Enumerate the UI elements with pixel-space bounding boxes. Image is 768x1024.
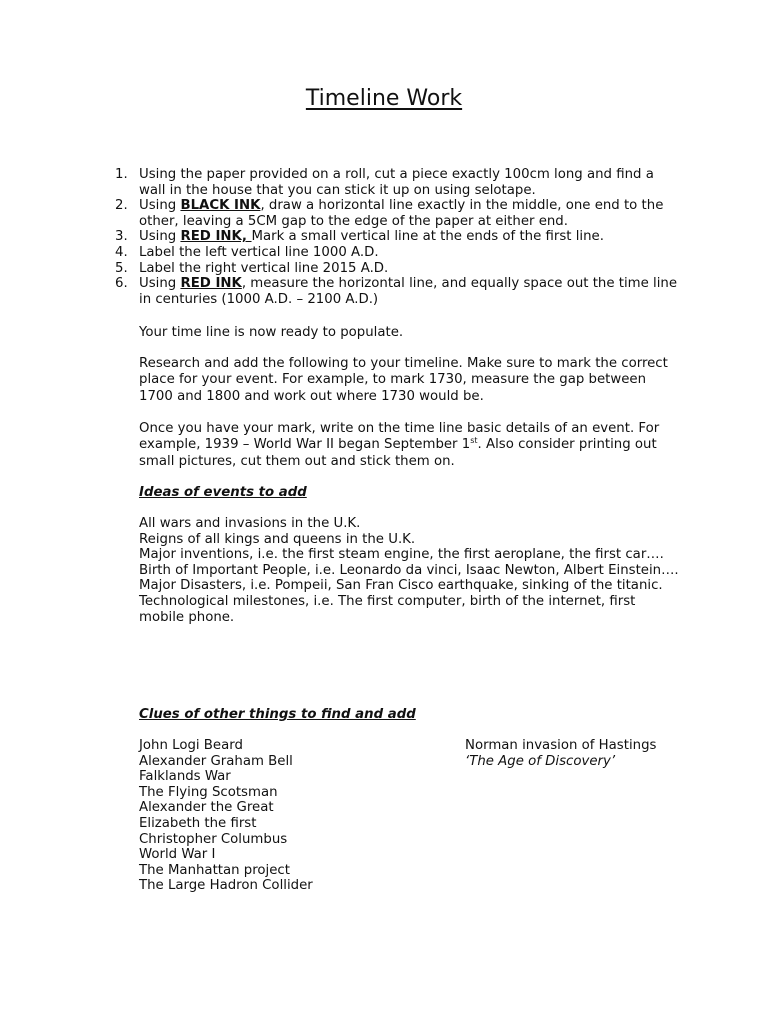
instruction-text: Mark a small vertical line at the ends of the first line. [251,229,604,245]
mark-paragraph [139,421,679,470]
instruction-text: Using [139,198,181,214]
clue-item: Alexander the Great [139,800,274,816]
instructions-list [115,167,679,307]
clue-item: Christopher Columbus [139,831,288,847]
instruction-number: 2. [115,198,128,214]
instruction-text: Using [139,229,181,245]
instruction-item [115,244,679,261]
clue-item: Falklands War [139,769,231,785]
clue-item: The Large Hadron Collider [139,878,313,894]
clue-item: The Manhattan project [139,862,290,878]
instruction-text: Using the paper provided on a roll, cut a piece exactly 100cm long and find a wall in the house that you can stick it up on using selotape. [139,167,654,198]
instruction-item [115,229,679,245]
instruction-item [115,260,679,277]
instruction-number: 6. [115,276,128,292]
clue-item: John Logi Beard [139,738,243,753]
clue-item: Alexander Graham Bell [139,753,293,769]
instruction-text: , measure the horizontal line, and equally space out the time line in centuries (1000 A.D. – 2100 A.D.) [139,276,678,307]
clues-left-list [139,738,439,894]
instruction-text: Label the right vertical line 2015 A.D. [139,260,389,276]
ready-paragraph: Your time line is now ready to populate. [139,325,404,340]
instruction-number: 3. [115,229,128,245]
ideas-list [139,516,679,625]
instruction-number: 4. [115,244,128,260]
instruction-item [115,167,679,198]
ink-color-label: BLACK INK [180,198,261,214]
idea-item: Birth of Important People, i.e. Leonardo da vinci, Isaac Newton, Albert Einstein…. [139,562,679,578]
clue-item: World War I [139,847,216,863]
idea-item: Reigns of all kings and queens in the U.K. [139,531,416,547]
research-paragraph: Research and add the following to your timeline. Make sure to mark the correct place for your event. For example, to mark 1730, measure the gap between 1700 and 1800 and work out where 1730 would be. [139,356,668,404]
instruction-item [115,198,679,229]
mark-text-before: Once you have your mark, write on the time line basic details of an event. For example, 1939 – World War II began September 1 [139,421,660,453]
instruction-text: , draw a horizontal line exactly in the middle, one end to the other, leaving a 5CM gap to the edge of the paper at either end. [139,198,664,229]
clues-heading: Clues of other things to find and add [139,707,416,722]
idea-item: Technological milestones, i.e. The first computer, birth of the internet, first mobile phone. [139,593,636,625]
instruction-number: 5. [115,260,128,276]
page-title: Timeline Work [305,86,463,111]
idea-item: Major Disasters, i.e. Pompeii, San Fran Cisco earthquake, sinking of the titanic. [139,578,663,594]
clue-item: Elizabeth the first [139,815,257,831]
instruction-text: Using [139,276,181,292]
clue-item: Norman invasion of Hastings [465,738,657,753]
clues-right-list [465,738,725,769]
clue-item: ‘The Age of Discovery’ [465,753,616,769]
mark-text-sup: st [470,436,478,446]
idea-item: Major inventions, i.e. the first steam engine, the first aeroplane, the first car…. [139,547,664,563]
ideas-heading: Ideas of events to add [139,485,307,500]
mark-text-after: . Also consider printing out small pictures, cut them out and stick them on. [139,437,657,469]
idea-item: All wars and invasions in the U.K. [139,516,361,531]
instruction-number: 1. [115,167,128,182]
ink-color-label: RED INK, [180,229,252,245]
clue-item: The Flying Scotsman [139,784,278,800]
instruction-text: Label the left vertical line 1000 A.D. [139,244,379,260]
ink-color-label: RED INK [180,276,242,292]
instruction-item [115,276,679,307]
